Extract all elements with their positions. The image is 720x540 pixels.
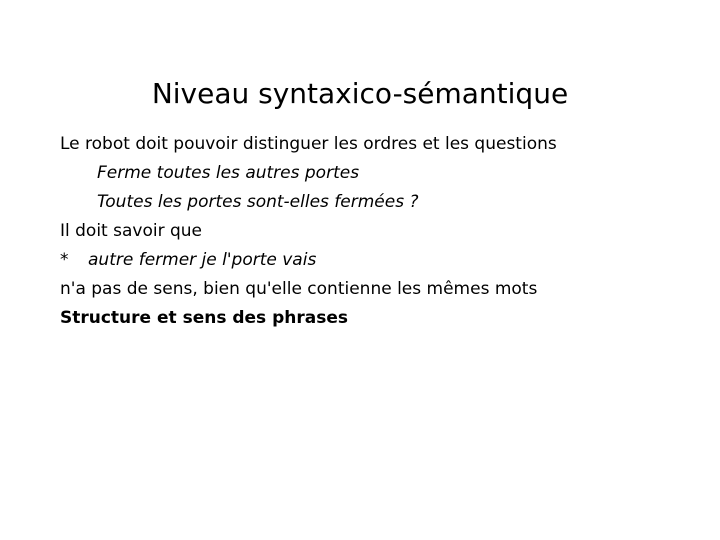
body-line-no-meaning: n'a pas de sens, bien qu'elle contienne les mêmes mots xyxy=(60,279,538,299)
conclusion-line: Structure et sens des phrases xyxy=(60,308,348,328)
slide-title: Niveau syntaxico-sémantique xyxy=(151,77,569,110)
example-question: Toutes les portes sont-elles fermées ? xyxy=(97,192,419,212)
example-ungrammatical: autre fermer je l'porte vais xyxy=(88,250,317,270)
example-ungrammatical-row xyxy=(60,246,700,275)
asterisk-marker: * xyxy=(60,250,69,270)
slide-body xyxy=(60,130,700,333)
body-line-must-know: Il doit savoir que xyxy=(60,221,203,241)
body-line-robot-distinguish: Le robot doit pouvoir distinguer les ordres et les questions xyxy=(60,134,557,154)
example-command: Ferme toutes les autres portes xyxy=(97,163,360,183)
